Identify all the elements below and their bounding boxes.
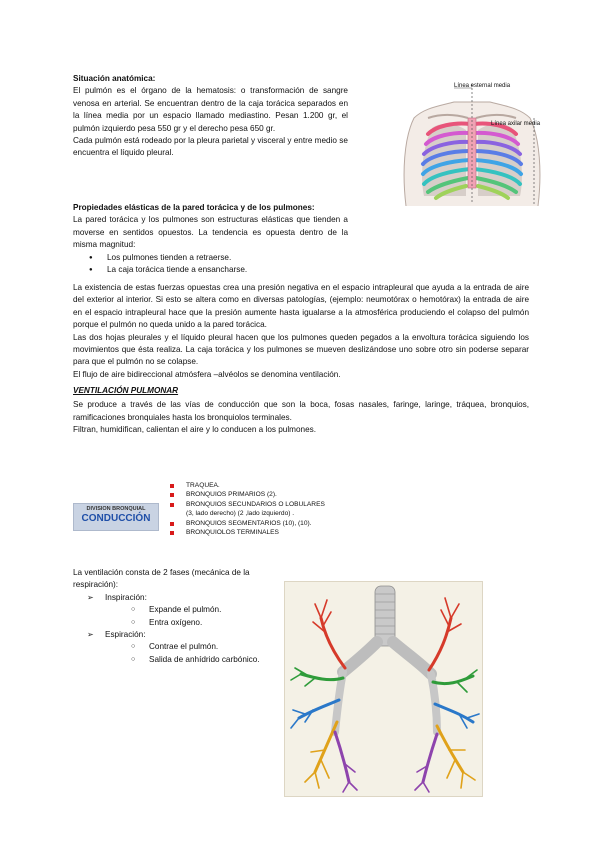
section-heading: VENTILACIÓN PULMONAR bbox=[73, 386, 179, 395]
red-bullet-icon bbox=[170, 503, 174, 507]
red-bullet-icon bbox=[170, 531, 174, 535]
division-list bbox=[158, 481, 398, 537]
section-anatomy bbox=[73, 73, 348, 160]
red-bullet-icon bbox=[170, 493, 174, 497]
phase-subitem: ○ Salida de anhídrido carbónico. bbox=[73, 654, 293, 666]
ribcage-illustration bbox=[384, 78, 560, 208]
section-ventilation bbox=[73, 385, 529, 437]
paragraph: Se produce a través de las vías de conducción que son la boca, fosas nasales, faringe, laringe, tráquea, bronquios, ramificaciones bronquiales hasta los bronquiolos terminales. bbox=[73, 400, 529, 422]
paragraph: Filtran, humidifican, calientan el aire y lo conducen a los pulmones. bbox=[73, 425, 317, 435]
paragraph: Cada pulmón está rodeado por la pleura parietal y visceral y entre medio se encuentra el líquido pleural. bbox=[73, 136, 348, 158]
division-item: TRAQUEA. bbox=[158, 481, 398, 490]
section-elastic-properties-body bbox=[73, 282, 529, 381]
paragraph: Las dos hojas pleurales y el líquido pleural hacen que los pulmones queden pegados a la envoltura torácica siguiendo los movimientos que ésta realiza. La caja torácica y los pulmones se mueven deslizándose uno sobre otro sin poderse separar para que el pulmón no se colapse. bbox=[73, 332, 529, 367]
paragraph: La pared torácica y los pulmones son estructuras elásticas que tienden a moverse en sentidos opuestos. La tendencia es opuesta dentro de la misma magnitud: bbox=[73, 215, 348, 250]
division-big-label: CONDUCCIÓN bbox=[81, 513, 151, 524]
division-small-label: DIVISION BRONQUIAL bbox=[86, 506, 146, 512]
paragraph: La existencia de estas fuerzas opuestas crea una presión negativa en el espacio intrapleural que ayuda a la entrada de aire del exterior al interior. Si esto se altera como en diversas patologías, (ejemplo: neumotórax o hemotórax) la entrada de aire en el espacio intrapleural hace que la presión aumente hasta igualarse a la atmosférica produciendo el colapso del pulmón porque el pulmón no queda unido a la pared torácica. bbox=[73, 283, 529, 330]
division-item: BRONQUIOS PRIMARIOS (2). bbox=[158, 490, 398, 499]
division-item-sub: (3, lado derecho) (2 ,lado izquierdo) . bbox=[186, 510, 295, 518]
division-label-box bbox=[73, 503, 159, 531]
phase-item: ➢ Inspiración: bbox=[73, 592, 293, 604]
paragraph: La ventilación consta de 2 fases (mecánica de la respiración): bbox=[73, 568, 250, 590]
list-item: ● La caja torácica tiende a ensancharse. bbox=[73, 264, 348, 276]
phase-item: ➢ Espiración: bbox=[73, 629, 293, 641]
paragraph: El flujo de aire bidireccional atmósfera –alvéolos se denomina ventilación. bbox=[73, 369, 341, 379]
label-sternal-line: Línea esternal media bbox=[454, 83, 511, 89]
bullet-list bbox=[73, 252, 348, 277]
phase-subitem: ○ Expande el pulmón. bbox=[73, 604, 293, 616]
paragraph: El pulmón es el órgano de la hematosis: o transformación de sangre venosa en arterial. Se encuentran dentro de la caja torácica separados en la línea media por un espacio llamado mediastino. Pesan 1.200 gr, el pulmón izquierdo pesa 550 gr y el derecho pesa 650 gr. bbox=[73, 86, 348, 133]
division-item: BRONQUIOS SEGMENTARIOS (10), (10). bbox=[158, 519, 398, 528]
bronchial-tree-illustration bbox=[285, 582, 482, 796]
red-bullet-icon bbox=[170, 522, 174, 526]
chest-figure bbox=[384, 78, 560, 208]
phase-subitem: ○ Entra oxígeno. bbox=[73, 617, 293, 629]
section-phases bbox=[73, 567, 293, 666]
section-elastic-properties-header bbox=[73, 202, 348, 276]
phase-subitem: ○ Contrae el pulmón. bbox=[73, 641, 293, 653]
division-item: BRONQUIOLOS TERMINALES bbox=[158, 528, 398, 537]
label-axillary-line: Línea axilar media bbox=[491, 121, 541, 127]
section-heading: Propiedades elásticas de la pared torácica y de los pulmones: bbox=[73, 203, 315, 212]
section-heading: Situación anatómica: bbox=[73, 74, 156, 83]
bronchial-tree-figure bbox=[284, 581, 483, 797]
red-bullet-icon bbox=[170, 484, 174, 488]
list-item: ● Los pulmones tienden a retraerse. bbox=[73, 252, 348, 264]
division-item: BRONQUIOS SECUNDARIOS O LOBULARES bbox=[158, 500, 398, 509]
